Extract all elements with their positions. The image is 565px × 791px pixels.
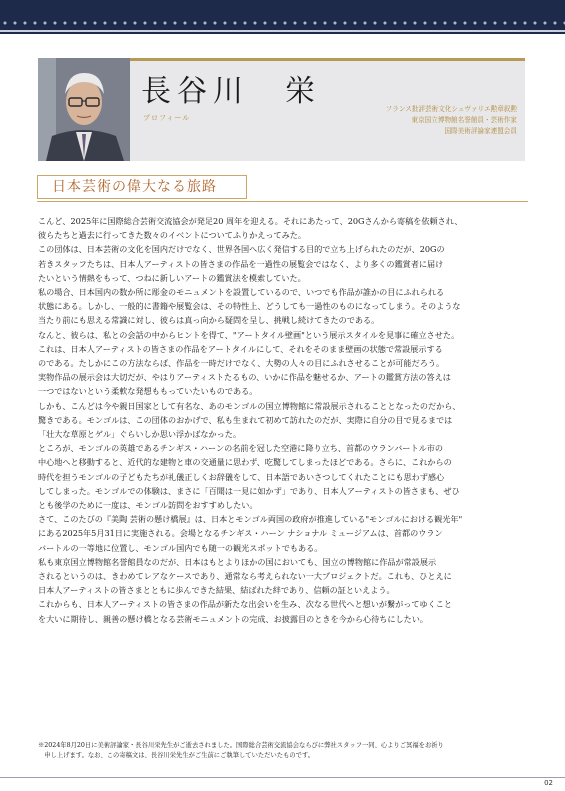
top-decorative-band [0,0,565,34]
author-title-line: 東京国立博物館名誉館員・芸術作家 [411,116,517,124]
author-title-line: 国際美術評論家連盟会員 [444,127,517,135]
portrait-illustration [38,58,130,161]
paragraph: さて、このたびの『美陶 芸術の懸け橋展』は、日本とモンゴル両国の政府が推進している"モンゴルにおける観光年" にある2025年5月31日に実施される。会場となるチンギス・ハーン ナショナル ミュージアムは、首都のウラン バートルの一等地に位置し、モンゴル国内でも随一の観光スポットでもある。 [38,514,463,553]
section-rule [37,201,528,202]
dot-pattern [0,18,565,28]
bottom-rule [0,777,565,778]
author-name: 長谷川 栄 [141,74,321,109]
paragraph: なんと、彼らは、私との会話の中からヒントを得て、"アートタイル壁画"という展示スタイルを見事に確立させた。 これは、日本人アーティストの皆さまの作品をアートタイルにして、それをそのまま壁画の状態で常設展示する のである。たしかにこの方法ならば、作品を一時だけでなく、大勢の人々の目にふれさせることが可能だろう。 実物作品の展示会は大切だが、やはりアーティストたるもの、いかに作品を魅せるか、アートの鑑賞方法の答えは 一つではないという柔軟な発想ももっていたいものである。 [38,329,460,397]
paragraph: この団体は、日本芸術の文化を国内だけでなく、世界各国へ広く発信する目的で立ち上げられたのだが、20Gの 若きスタッフたちは、日本人アーティストの皆さまの作品を一過性の展覧会ではなく、より多くの鑑賞者に届け たいという情熱をもって、つねに新しいアートの鑑賞法を模索していた。 [38,244,445,283]
section-title: 日本芸術の偉大なる旅路 [37,175,247,199]
footnote: ※2024年8月20日に美術評論家・長谷川栄先生がご逝去されました。国際総合芸術交流協会ならびに弊社スタッフ一同、心よりご冥福をお祈り 申し上げます。なお、この寄稿文は、長谷川栄先生がご生前にご執筆していただいたものです。 [38,742,444,759]
author-title-line: フランス批評芸術文化シュヴァリエ勲章叙勲 [385,105,517,113]
paragraph: 私の場合、日本国内の数か所に彫金のモニュメントを設置しているので、いつでも作品が誰かの目にふれられる 状態にある。しかし、一般的に書籍や展覧会は、その特性上、どうしても一過性のものになってしまう。そのような 当たり前にも思える常識に対し、彼らは真っ向から疑問を呈し、挑戦し続けてきたのである。 [38,287,461,326]
author-titles [386,104,517,137]
band-rule [0,30,565,32]
page-number: 02 [544,779,553,787]
article-body [38,214,530,626]
profile-label: プロフィール [143,114,191,122]
paragraph: こんど、2025年に国際総合芸術交流協会が発足20 周年を迎える。それにあたって、20Gさんから寄稿を依頼され、 彼らたちと過去に行ってきた数々のイベントについてふりかえってみた。 [38,216,463,241]
paragraph: これからも、日本人アーティストの皆さまの作品が新たな出会いを生み、次なる世代へと想いが繋がってゆくこと を大いに期待し、親善の懸け橋となる芸術モニュメントの完成、お披露目のときを今から心待ちにしたい。 [38,599,452,624]
author-portrait [38,58,130,161]
paragraph: しかも、こんどは今や親日国家として有名な、あのモンゴルの国立博物館に常設展示されることとなったのだから、 驚きである。モンゴルは、この団体のおかげで、私も生まれて初めて訪れたのだが、実際に自分の目で見るまでは 「壮大な草原とゲル」ぐらいしか思い浮かばなかった。 [38,400,461,440]
paragraph: 私も東京国立博物館名誉館員なのだが、日本はもとよりほかの国においても、国立の博物館に作品が常設展示 されるというのは、きわめてレアなケースであり、通常なら考えられない一大プロジェクトだ。これも、ひとえに 日本人アーティストの皆さまとともに歩んできた結果、結ばれた絆であり、信頼の証といえよう。 [38,556,452,596]
paragraph: ところが、モンゴルの英雄であるチンギス・ハーンの名前を冠した空港に降り立ち、首都のウランバートル市の 中心地へと移動すると、近代的な建物と車の交通量に思わず、吃驚してしまったほどである。さらに、これからの 時代を担うモンゴルの子どもたちが礼儀正しくお辞儀をして、日本語であいさつしてくれたことにも思わず感心 してしまった。モンゴルでの体験は、まさに「百聞は一見に如かず」であり、日本人アーティストの皆さまも、ぜひ とも後学のために一度は、モンゴル訪問をおすすめしたい。 [38,443,460,511]
